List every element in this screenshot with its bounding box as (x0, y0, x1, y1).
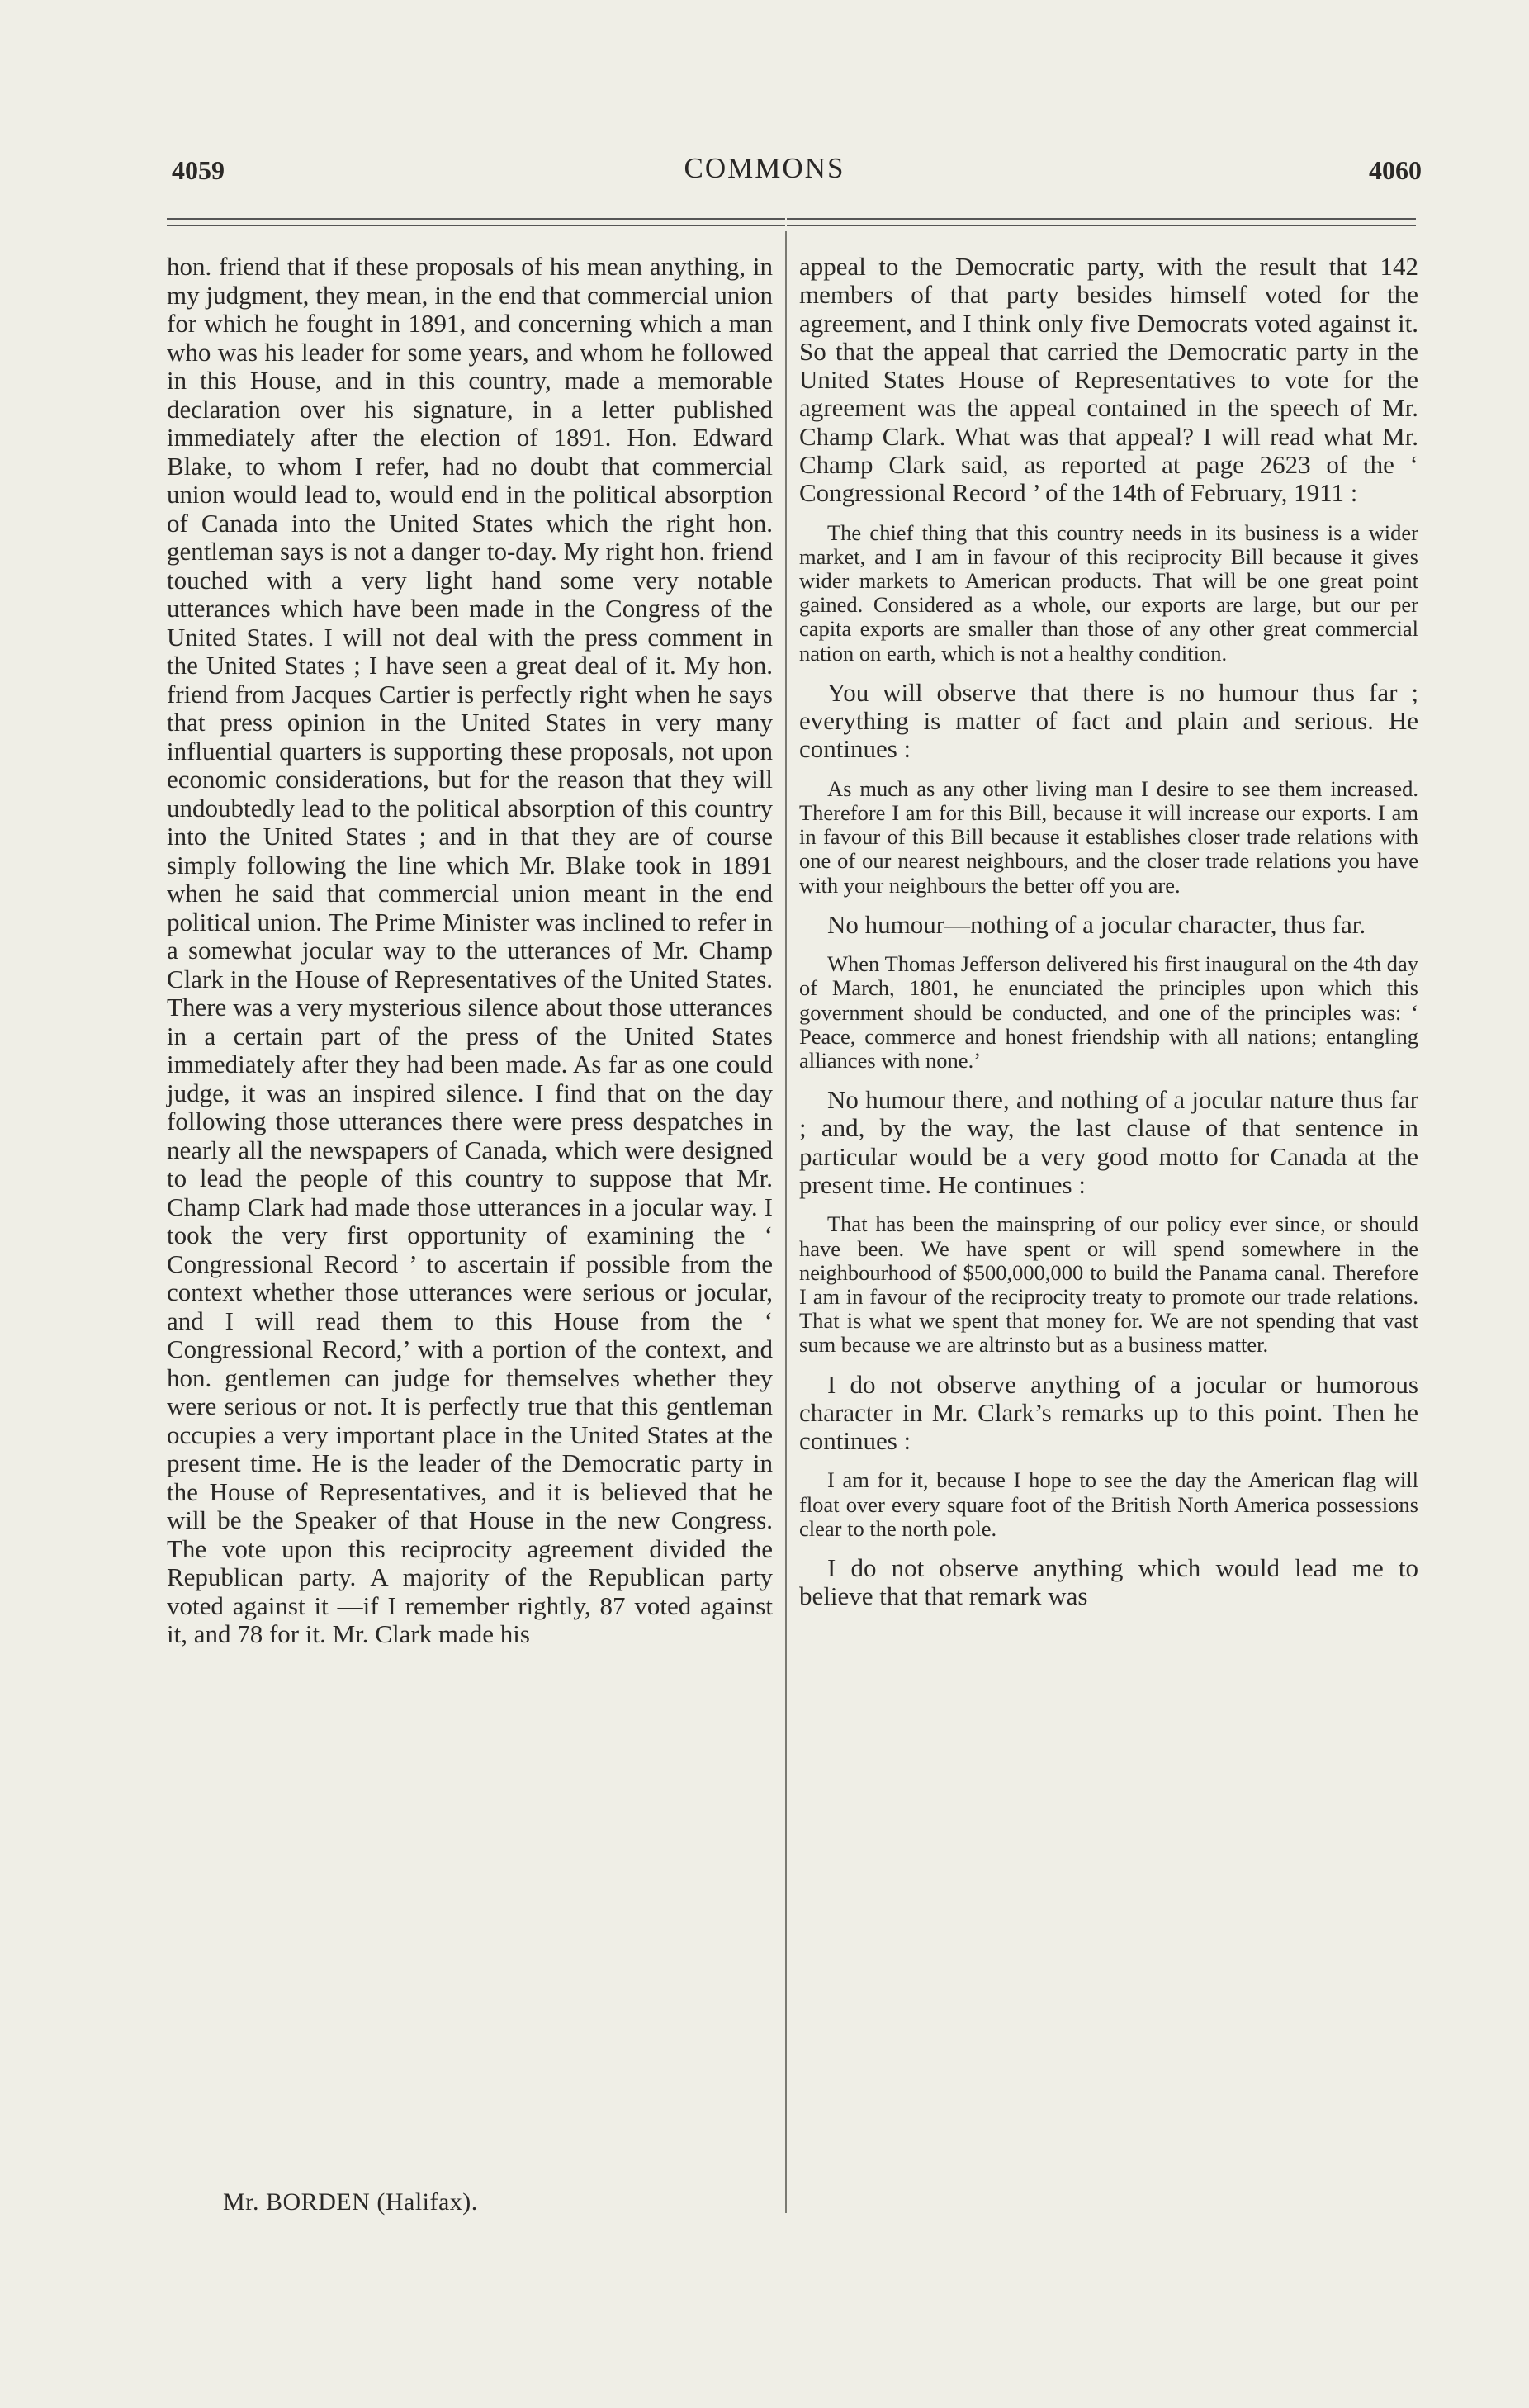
left-column (167, 253, 773, 1649)
header-rule-right (787, 218, 1416, 220)
header-rule-left (167, 218, 785, 220)
speaker-line: Mr. BORDEN (Halifax). (223, 2188, 478, 2216)
page-number-left: 4059 (172, 155, 225, 185)
right-paragraph-1: appeal to the Democratic party, with the result that 142 members of that party besides himself voted for the agreement, and I think only five Democrats voted against it. So that the appeal that carried the Democratic party in the United States House of Representatives to vote for the agreement was the appeal contained in the speech of Mr. Champ Clark. What was that appeal? I will read what Mr. Champ Clark said, as reported at page 2623 of the ‘ Congressional Record ’ of the 14th of February, 1911 : (799, 252, 1418, 508)
header-rule-right-2 (787, 225, 1416, 226)
page-number-right: 4060 (1369, 155, 1422, 185)
quote-4: That has been the mainspring of our policy ever since, or should have been. We have spent or will spend somewhere in the neighbourhood of $500,000,000 to build the Panama canal. Therefore I am in favour of the reciprocity treaty to promote our trade relations. That is what we spent that money for. We are not spending that vast sum because we are altrinsto but as a business matter. (799, 1211, 1418, 1358)
column-divider (785, 231, 787, 2213)
left-paragraph: hon. friend that if these proposals of his mean anything, in my judgment, they mean, in the end that commercial union for which he fought in 1891, and concerning which a man who was his leader for some years, and whom he followed in this House, and in this country, made a memorable declaration over his signature, in a letter published immediately after the election of 1891. Hon. Edward Blake, to whom I refer, had no doubt that commercial union would lead to, would end in the political absorption of Canada into the United States which the right hon. gentleman says is not a danger to-day. My right hon. friend touched with a very light hand some very notable utterances which have been made in the Congress of the United States. I will not deal with the press comment in the United States ; I have seen a great deal of it. My hon. friend from Jacques Cartier is perfectly right when he says that press opinion in the United States in very many influential quarters is supporting these proposals, not upon economic considerations, but for the reason that they will undoubtedly lead to the political absorption of this country into the United States ; and in that they are of course simply following the line which Mr. Blake took in 1891 when he said that commercial union meant in the end political union. The Prime Minister was inclined to refer in a somewhat jocular way to the utterances of Mr. Champ Clark in the House of Representatives of the United States. There was a very mysterious silence about those utterances in a certain part of the press of the United States immediately after they had been made. As far as one could judge, it was an inspired silence. I find that on the day following those utterances there were press despatches in nearly all the newspapers of Canada, which were designed to lead the people of this country to suppose that Mr. Champ Clark had made those utterances in a jocular way. I took the very first opportunity of examining the ‘ Congressional Record ’ to ascertain if possible from the context whether those utterances were serious or jocular, and I will read them to this House from the ‘ Congressional Record,’ with a portion of the context, and hon. gentlemen can judge for themselves whether they were serious or not. It is perfectly true that this gentleman occupies a very important place in the United States at the present time. He is the leader of the Democratic party in the House of Representatives, and it is believed that he will be the Speaker of that House in the new Congress. The vote upon this reciprocity agreement divided the Republican party. A majority of the Republican party voted against it —if I remember rightly, 87 voted against it, and 78 for it. Mr. Clark made his (167, 252, 773, 1648)
right-column (799, 253, 1418, 1611)
header-rule-left-2 (167, 225, 785, 226)
running-head: COMMONS (684, 152, 845, 184)
page-header (0, 149, 1529, 198)
right-paragraph-5: I do not observe anything of a jocular or humorous character in Mr. Clark’s remarks up to this point. Then he continues : (799, 1369, 1418, 1456)
quote-3: When Thomas Jefferson delivered his first inaugural on the 4th day of March, 1801, he enunciated the principles upon which this government should be conducted, and one of the principles was: ‘ Peace, commerce and honest friendship with all nations; entangling alliances with none.’ (799, 951, 1418, 1073)
right-paragraph-6: I do not observe anything which would lead me to believe that that remark was (799, 1553, 1418, 1611)
right-paragraph-2: You will observe that there is no humour thus far ; everything is matter of fact and plain and serious. He continues : (799, 677, 1418, 764)
right-paragraph-3: No humour—nothing of a jocular character, thus far. (827, 909, 1366, 939)
quote-1: The chief thing that this country needs in its business is a wider market, and I am in favour of this reciprocity Bill because it gives wider markets to American products. That will be one great point gained. Considered as a whole, our exports are large, but our per capita exports are smaller than those of any other great commercial nation on earth, which is not a healthy condition. (799, 519, 1418, 666)
quote-2: As much as any other living man I desire to see them increased. Therefore I am for this Bill, because it will increase our exports. I am in favour of this Bill because it establishes closer trade relations with one of our nearest neighbours, and the closer trade relations you have with your neighbours the better off you are. (799, 775, 1418, 898)
right-paragraph-4: No humour there, and nothing of a jocular nature thus far ; and, by the way, the last clause of that sentence in particular would be a very good motto for Canada at the present time. He continues : (799, 1085, 1418, 1199)
quote-5: I am for it, because I hope to see the day the American flag will float over every square foot of the British North America possessions clear to the north pole. (799, 1467, 1418, 1541)
